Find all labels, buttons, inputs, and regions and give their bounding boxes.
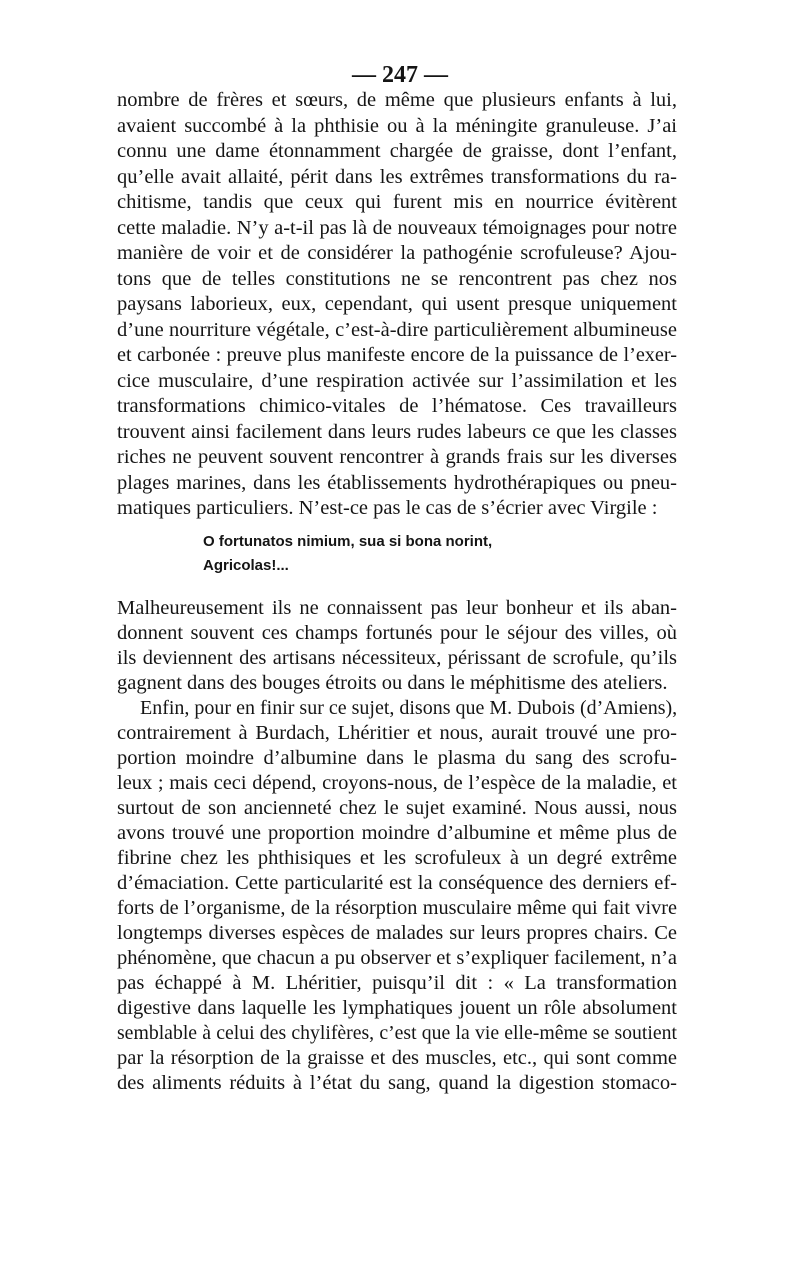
text-line: tons que de telles constitutions ne se rencontrent pas chez nos — [117, 268, 677, 290]
text-line: forts de l’organisme, de la résorption musculaire même qui fait vivre — [117, 897, 677, 919]
text-line: plages marines, dans les établissements hydrothérapiques ou pneu- — [117, 472, 677, 494]
quotation-line: O fortunatos nimium, sua si bona norint, — [203, 533, 493, 550]
text-line: connu une dame étonnamment chargée de graisse, dont l’enfant, — [117, 140, 677, 162]
text-line: leux ; mais ceci dépend, croyons-nous, de l’espèce de la maladie, et — [117, 772, 677, 794]
text-line: phénomène, que chacun a pu observer et s’expliquer facilement, n’a — [117, 947, 677, 969]
text-line: et carbonée : preuve plus manifeste encore de la puissance de l’exer- — [117, 344, 677, 366]
quotation-line: Agricolas!... — [203, 557, 289, 574]
text-line: surtout de son ancienneté chez le sujet examiné. Nous aussi, nous — [117, 797, 677, 819]
text-line: transformations chimico-vitales de l’hématose. Ces travailleurs — [117, 395, 677, 417]
text-line: donnent souvent ces champs fortunés pour le séjour des villes, où — [117, 622, 677, 644]
text-line: paysans laborieux, eux, cependant, qui usent presque uniquement — [117, 293, 677, 315]
text-line: matiques particuliers. N’est-ce pas le cas de s’écrier avec Virgile : — [117, 497, 658, 519]
text-line: d’une nourriture végétale, c’est-à-dire particulièrement albumineuse — [117, 319, 677, 341]
text-line: par la résorption de la graisse et des muscles, etc., qui sont comme — [117, 1047, 677, 1069]
text-line: gagnent dans des bouges étroits ou dans le méphitisme des ateliers. — [117, 672, 668, 694]
text-line: pas échappé à M. Lhéritier, puisqu’il dit : « La transformation — [117, 972, 677, 994]
text-line: avons trouvé une proportion moindre d’albumine et même plus de — [117, 822, 677, 844]
text-line: cice musculaire, d’une respiration activée sur l’assimilation et les — [117, 370, 677, 392]
text-line: longtemps diverses espèces de malades sur leurs propres chairs. Ce — [117, 922, 677, 944]
text-line: des aliments réduits à l’état du sang, quand la digestion stomaco- — [117, 1072, 677, 1094]
text-line: Enfin, pour en finir sur ce sujet, disons que M. Dubois (d’Amiens), — [140, 697, 678, 719]
text-line: portion moindre d’albumine dans le plasma du sang des scrofu- — [117, 747, 677, 769]
text-line: fibrine chez les phthisiques et les scrofuleux à un degré extrême — [117, 847, 677, 869]
text-line: nombre de frères et sœurs, de même que plusieurs enfants à lui, — [117, 89, 677, 111]
text-line: cette maladie. N’y a-t-il pas là de nouveaux témoignages pour notre — [117, 217, 677, 239]
text-line: digestive dans laquelle les lymphatiques jouent un rôle absolument — [117, 997, 677, 1019]
text-line: manière de voir et de considérer la pathogénie scrofuleuse? Ajou- — [117, 242, 677, 264]
page-number: — 247 — — [352, 62, 448, 88]
text-line: Malheureusement ils ne connaissent pas leur bonheur et ils aban- — [117, 597, 677, 619]
text-line: qu’elle avait allaité, périt dans les extrêmes transformations du ra- — [117, 166, 677, 188]
text-line: d’émaciation. Cette particularité est la conséquence des derniers ef- — [117, 872, 677, 894]
text-line: contrairement à Burdach, Lhéritier et nous, aurait trouvé une pro- — [117, 722, 677, 744]
text-line: riches ne peuvent souvent rencontrer à grands frais sur les diverses — [117, 446, 677, 468]
text-line: avaient succombé à la phthisie ou à la méningite granuleuse. J’ai — [117, 115, 677, 137]
text-line: chitisme, tandis que ceux qui furent mis en nourrice évitèrent — [117, 191, 677, 213]
text-line: semblable à celui des chylifères, c’est que la vie elle-même se soutient — [117, 1022, 677, 1044]
text-line: ils deviennent des artisans nécessiteux, périssant de scrofule, qu’ils — [117, 647, 677, 669]
text-line: trouvent ainsi facilement dans leurs rudes labeurs ce que les classes — [117, 421, 677, 443]
